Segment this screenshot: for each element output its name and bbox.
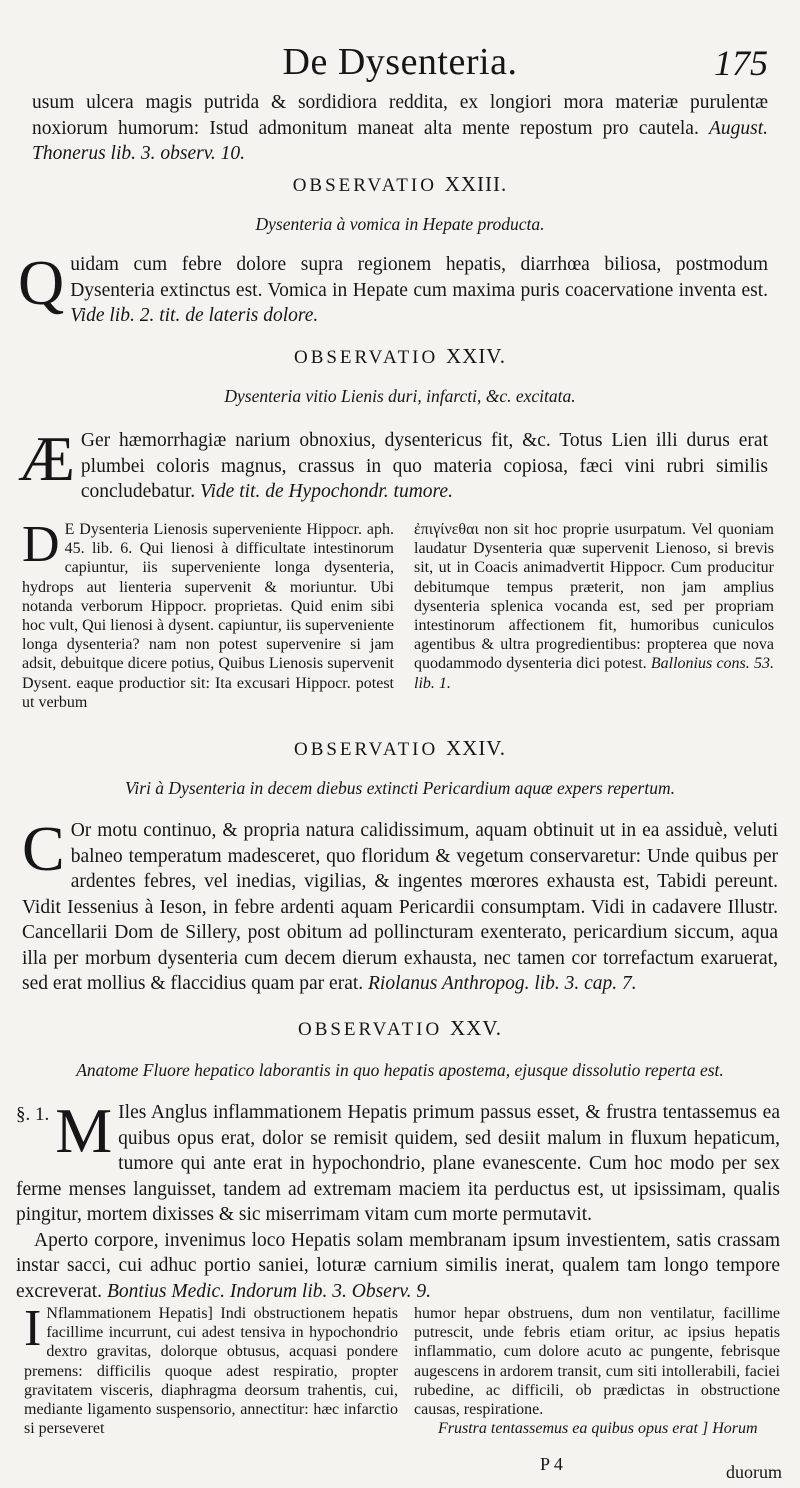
observation-25-text: [16, 1095, 780, 1304]
drop-cap: Æ: [18, 423, 75, 494]
commentary-text: Nflammationem Hepatis] Indi obstructionem hepatis facillime incurrunt, cui adest tensiva in hypochondrio dextro gravitas, dolorque obtusus, acquasi pondere premens: difficilis quoque adest respiratio, propter gravitatem visceris, diaphragma deorsum trahentis, cui, mediante ligamento suspensorio, annectitur: hæc infarctio si perseveret: [24, 1305, 398, 1438]
citation: Ballonius cons. 53. lib. 1.: [414, 655, 774, 692]
drop-cap: M: [55, 1095, 113, 1166]
paragraph-text: Iles Anglus inflammationem Hepatis primum passus esset, & frustra tentassemus ea quibus opus erat, dolor se remisit quidem, sed desiit malum in fluxum hepaticum, tumore qui ante erat in hypochondrio, plane evanescente. Cum hoc modo per sex ferme menses languisset, tandem ad extremam maciem ita perductus est, ut ipsissimam, qualis pingitur, mortem dixisses & sic miserrimam vitam cum morte permutavit.: [16, 1102, 780, 1225]
intro-paragraph: [32, 90, 768, 167]
observation-24b-subtitle: Viri à Dysenteria in decem diebus extincti Pericardium aquæ expers repertum.: [125, 778, 675, 798]
observation-25-subtitle: Anatome Fluore hepatico laborantis in quo hepatis apostema, ejusque dissolutio reperta est.: [76, 1060, 724, 1080]
observation-number: XXIV.: [445, 736, 507, 760]
observation-label: OBSERVATIO: [297, 1019, 443, 1040]
page-title: De Dysenteria.: [282, 41, 518, 83]
observation-24a-heading: [0, 344, 800, 369]
observation-number: XXIII.: [444, 172, 508, 196]
citation: Bontius Medic. Indorum lib. 3. Observ. 9.: [106, 1280, 431, 1302]
citation: Vide tit. de Hypochondr. tumore.: [200, 481, 453, 502]
commentary-tail: Frustra tentassemus ea quibus opus erat ] Horum: [438, 1420, 758, 1438]
intro-text: usum ulcera magis putrida & sordidiora reddita, ex longiori mora materiæ purulentæ noxiorum humorum: Istud admonitum maneat alta mente repostum pro cautela.: [32, 92, 768, 139]
drop-cap: C: [22, 813, 65, 884]
observation-25-heading: [0, 1016, 800, 1041]
citation: Riolanus Anthropog. lib. 3. cap. 7.: [368, 973, 637, 994]
observation-24a-text: [18, 423, 768, 505]
observation-number: XXIV.: [445, 344, 507, 368]
observation-24b-heading: [0, 736, 800, 761]
commentary-2-right-column: [414, 1304, 780, 1438]
observation-label: OBSERVATIO: [293, 347, 439, 368]
commentary-text: ἐπιγίνεθαι non sit hoc proprie usurpatum. Vel quoniam laudatur Dysenteria quæ supervenit Lienoso, si brevis sit, ut in Coacis animadvertit Hippocr. Cum producitur debitumque tempus præterit, non jam amplius dysenteria splenica vocanda est, sed per propriam intestinorum affectionem fit, humoribus cuniculos agentibus & ultra progredientibus: propterea que nova quodammodo dysenteria dici potest.: [414, 521, 774, 673]
intro-citation: August. Thonerus lib. 3. observ. 10.: [32, 117, 769, 164]
observation-24a-subtitle: Dysenteria vitio Lienis duri, infarcti, &c. excitata.: [224, 386, 576, 406]
observation-label: OBSERVATIO: [292, 175, 437, 196]
catchword: duorum: [726, 1462, 782, 1482]
commentary-2-left-column: [24, 1300, 398, 1438]
commentary-text: E Dysenteria Lienosis superveniente Hippocr. aph. 45. lib. 6. Qui lienosi à difficultate intestinorum capiuntur, iis superveniente longa dysenteria, hydrops aut lienteria supervenit & moriuntur. Ubi notanda verborum Hippocr. proprietas. Quid enim sibi hoc vult, Qui lienosi à dysent. capiuntur, iis superveniente longa dysenteria? nam non potest supervenire si jam adsit, debuitque dicere potius, Quibus Lienosis supervenit Dysent. eaque productior sit: Ita excusari Hippocr. potest ut verbum: [22, 521, 394, 711]
observation-24b-text: [22, 813, 778, 997]
observation-23-heading: [0, 172, 800, 197]
page-number: 175: [714, 43, 768, 83]
commentary-text: humor hepar obstruens, dum non ventilatur, facillime putrescit, unde febris etiam oritur, ac ipsius hepatis inflammatio, cum dolore acuto ac pungente, febrisque augescens in ardorem transit, cum siti intollerabili, faciei rubedine, ac difficili, ob prædictas in obstructione causas, respiratione.: [414, 1305, 780, 1419]
paragraph-text: Ger hæmorrhagiæ narium obnoxius, dysentericus fit, &c. Totus Lien illi durus erat plumbei coloris magnus, crassus in quo materia copiosa, fæci vini rubri similis concludebatur.: [80, 430, 768, 502]
signature-mark: P 4: [540, 1454, 563, 1474]
drop-cap: Q: [18, 247, 65, 318]
drop-cap: D: [22, 516, 60, 573]
observation-label: OBSERVATIO: [293, 739, 439, 760]
citation: Vide lib. 2. tit. de lateris dolore.: [70, 305, 319, 326]
section-mark: §. 1.: [16, 1104, 50, 1125]
commentary-1-left-column: [22, 516, 394, 712]
paragraph-text: Or motu continuo, & propria natura calidissimum, aquam obtinuit ut in ea assiduè, veluti balneo temperatum madesceret, quo floridum & vegetum conservaretur: Unde quibus per ardentes febres, vel inedias, vigilias, & ingentes mœrores exhausta est, Tabidi pereunt. Vidit Iessenius à Ieson, in febre ardenti aquam Pericardii consumptam. Vidi in cadavere Illustr. Cancellarii Dom de Sillery, post obitum ad pollincturam exenterato, pericardium siccum, aqua illa per morbum dysenteria cum decem dierum exhausta, nec tamen cor torrefactum exaruerat, sed erat mollius & flaccidius quam par erat.: [22, 820, 778, 994]
observation-23-text: [18, 247, 768, 329]
observation-23-subtitle: Dysenteria à vomica in Hepate producta.: [255, 214, 545, 234]
observation-number: XXV.: [449, 1016, 503, 1040]
paragraph-text: uidam cum febre dolore supra regionem hepatis, diarrhœa biliosa, postmodum Dysenteria extinctus est. Vomica in Hepate cum maxima puris coacervatione inventa est.: [70, 254, 768, 301]
paragraph-text: Aperto corpore, invenimus loco Hepatis solam membranam ipsum investientem, satis crassam instar sacci, cui adhuc portio saniei, loturæ carnium similis inerat, qualem tam longo tempore excreverat.: [16, 1229, 780, 1302]
drop-cap: I: [24, 1300, 42, 1357]
commentary-1-right-column: [414, 520, 774, 693]
